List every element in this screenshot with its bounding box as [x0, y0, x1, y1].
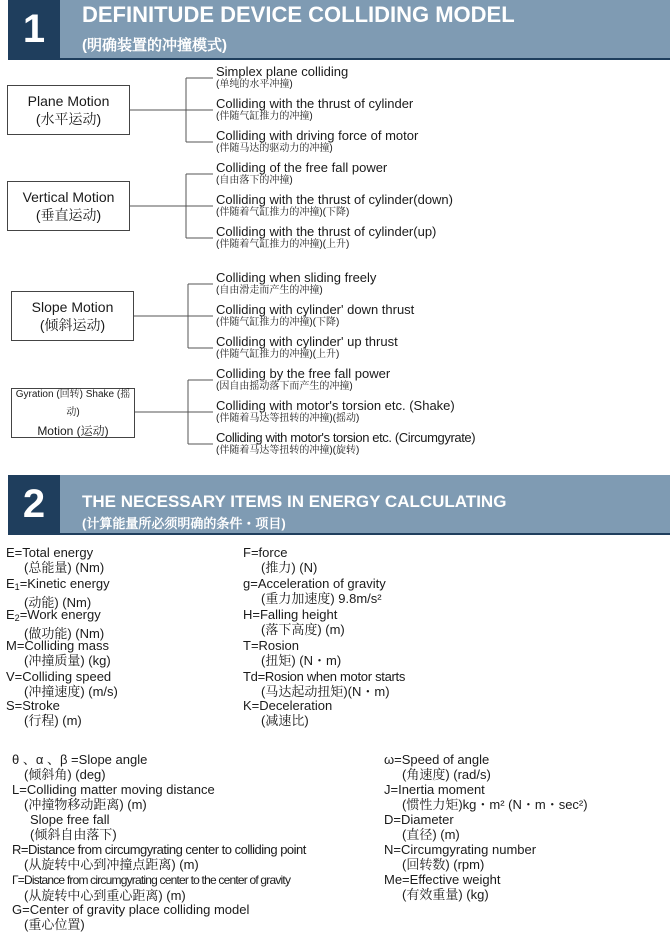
group-box-plane-motion: [7, 85, 130, 135]
section-subtitle: (计算能量所必须明确的条件・项目): [82, 516, 286, 531]
definition-item: $E_2=Work$ energy (做功能) (Nm): [6, 607, 105, 641]
list-item: Colliding with cylinder' down thrust (伴随气缸推力的冲撞)(下降): [216, 302, 415, 328]
list-item: Colliding by the free fall power (因自由摇动落下而产生的冲撞): [216, 366, 391, 392]
definition-item: Slope free fall (倾斜自由落下): [30, 812, 117, 842]
definition-item: g=Acceleration of gravity (重力加速度) 9.8m/s²: [243, 576, 386, 606]
list-item: Colliding when sliding freely (自由滑走而产生的冲撞): [216, 270, 377, 296]
list-item: Colliding with cylinder' up thrust (伴随气缸推力的冲撞)(上升): [216, 334, 398, 360]
list-item: Colliding with the thrust of cylinder (伴随气缸推力的冲撞): [216, 96, 414, 122]
definition-item: N=Circumgyrating number (回转数) (rpm): [384, 842, 537, 872]
section-title: THE NECESSARY ITEMS IN ENERGY CALCULATING: [82, 492, 507, 511]
definition-item: K=Deceleration (减速比): [243, 698, 333, 728]
section-number: 1: [8, 0, 60, 58]
group-label: Plane Motion: [27, 93, 110, 109]
group-label: Vertical Motion: [22, 189, 115, 205]
definition-item: J=Inertia moment (惯性力矩)kg・m² (N・m・sec²): [384, 782, 588, 812]
list-item: Colliding with the thrust of cylinder(up) (伴随着气缸推力的冲撞)(上升): [216, 224, 437, 250]
definition-item: M=Colliding mass (冲撞质量) (kg): [6, 638, 111, 668]
group-box-vertical-motion: [7, 181, 130, 231]
definition-item: S=Stroke (行程) (m): [6, 698, 82, 728]
definition-item: T=Rosion (扭矩) (N・m): [243, 638, 342, 668]
list-item: Colliding with driving force of motor (伴随马达的驱动力的冲撞): [216, 128, 419, 154]
definition-item: Me=Effective weight (有效重量) (kg): [384, 872, 501, 902]
definition-item: D=Diameter (直径) (m): [384, 812, 460, 842]
list-item: Colliding with motor's torsion etc. (Shake) (伴随着马达等扭转的冲撞)(摇动): [216, 398, 455, 424]
list-item: Simplex plane colliding (单纯的水平冲撞): [216, 64, 349, 90]
list-item: Colliding of the free fall power (自由落下的冲撞): [216, 160, 388, 186]
section-title: DEFINITUDE DEVICE COLLIDING MODEL: [82, 2, 515, 27]
definition-item: Γ=Distance from circumgyrating center to the center of gravity (从旋转中心到重心距离) (m): [12, 873, 291, 903]
definition-item: θ 、α 、β =Slope angle (倾斜角) (deg): [12, 752, 148, 782]
definition-item: V=Colliding speed (冲撞速度) (m/s): [6, 669, 118, 699]
group-box-slope-motion: [11, 291, 134, 341]
definition-item: G=Center of gravity place colliding model (重心位置): [12, 902, 250, 932]
group-label-cn: Motion (运动): [37, 424, 109, 438]
definition-item: L=Colliding matter moving distance (冲撞物移动距离) (m): [12, 782, 215, 812]
definition-item: E=Total energy (总能量) (Nm): [6, 545, 105, 575]
definition-item: Td=Rosion when motor starts (马达起动扭矩)(N・m): [243, 669, 406, 699]
list-item: Colliding with motor's torsion etc. (Circumgyrate) (伴随着马达等扭转的冲撞)(旋转): [216, 430, 476, 456]
group-label: Slope Motion: [31, 299, 114, 315]
section-subtitle: (明确装置的冲撞模式): [82, 37, 227, 54]
group-label-cn: (水平运动): [35, 111, 102, 127]
section-2-header: [0, 475, 670, 537]
group-label-cn: (垂直运动): [35, 207, 102, 223]
section-number: 2: [8, 475, 60, 533]
definition-item: H=Falling height (落下高度) (m): [243, 607, 345, 637]
definition-item: ω=Speed of angle (角速度) (rad/s): [384, 752, 491, 782]
header-rule: [8, 533, 670, 535]
definition-item: R=Distance from circumgyrating center to colliding point (从旋转中心到冲撞点距离) (m): [12, 842, 306, 872]
definition-item: $E_1=Kinetic$ energy (动能) (Nm): [6, 576, 110, 610]
group-label-cn: (倾斜运动): [39, 317, 106, 333]
group-label: Gyration (回转) Shake (摇动): [15, 389, 131, 418]
definition-item: F=force (推力) (N): [243, 545, 318, 575]
group-box-gyration-motion: [11, 388, 135, 438]
list-item: Colliding with the thrust of cylinder(down) (伴随着气缸推力的冲撞)(下降): [216, 192, 453, 218]
